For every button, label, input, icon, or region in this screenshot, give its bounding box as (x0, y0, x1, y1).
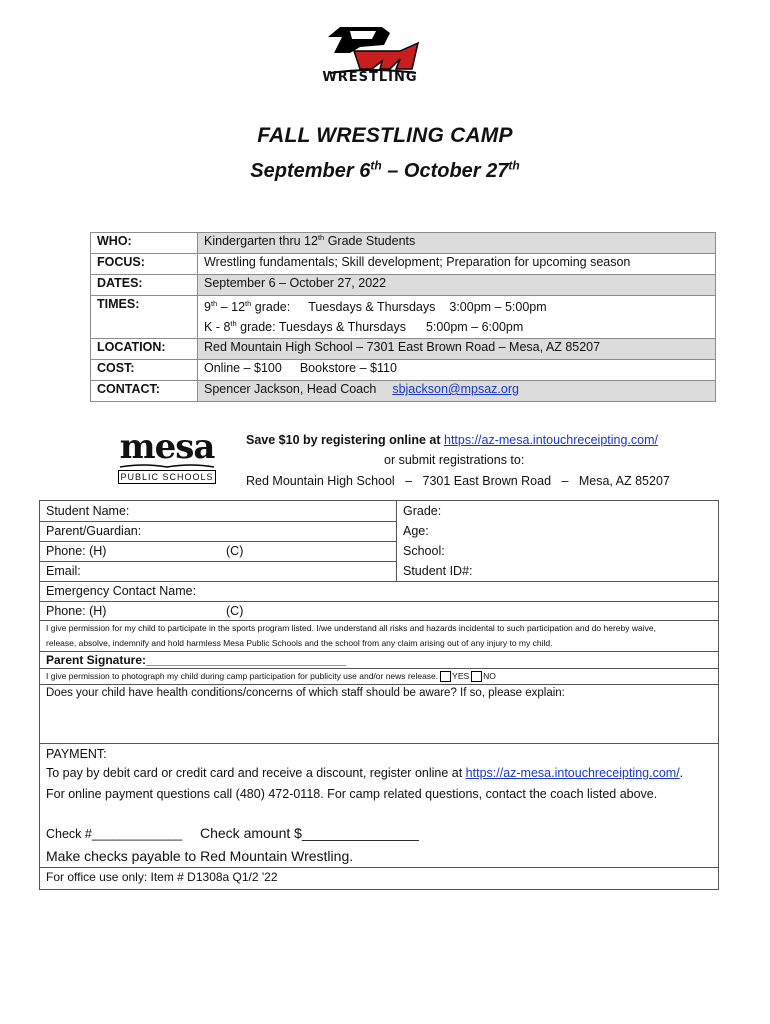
school-field[interactable]: School: (403, 544, 445, 558)
no-checkbox[interactable] (471, 671, 482, 682)
health-question: Does your child have health conditions/concerns of which staff should be aware? If so, please explain: (46, 687, 565, 699)
check-amount-field[interactable]: Check amount $_______________ (200, 825, 419, 841)
permission-text-2: release, absolve, indemnify and hold harmless Mesa Public Schools and the school from any claim arising out of any injury to my child. (46, 638, 553, 648)
contact-email-link[interactable]: sbjackson@mpsaz.org (392, 382, 519, 396)
payment-link[interactable]: https://az-mesa.intouchreceipting.com/ (465, 766, 680, 780)
logo-wordmark: WRESTLING (322, 70, 418, 85)
payment-line-1: To pay by debit card or credit card and receive a discount, register online at https://az-mesa.intouchreceipting.com/. (46, 766, 684, 780)
end-date-sup: th (508, 158, 520, 173)
phone-cell-field[interactable]: (C) (226, 544, 244, 558)
payable-note: Make checks payable to Red Mountain Wrestling. (46, 848, 354, 864)
payment-label: PAYMENT: (46, 747, 107, 761)
parent-signature-line: ______________________________ (146, 653, 347, 667)
no-label: NO (483, 671, 496, 681)
info-row-location (91, 339, 716, 360)
info-row-who (91, 233, 716, 254)
photo-permission (46, 671, 496, 682)
info-row-cost (91, 360, 716, 381)
who-label: WHO: (91, 233, 198, 254)
phone-home-field[interactable]: Phone: (H) (46, 544, 107, 558)
camp-info-table (90, 232, 716, 402)
location-label: LOCATION: (91, 339, 198, 360)
grade-field[interactable]: Grade: (403, 504, 442, 518)
mesa-logo-sub: PUBLIC SCHOOLS (118, 470, 216, 484)
location-value: Red Mountain High School – 7301 East Brown Road – Mesa, AZ 85207 (198, 339, 716, 360)
mesa-public-schools-logo (116, 427, 218, 484)
mesa-logo-word: mesa (119, 427, 215, 467)
book-icon (120, 463, 214, 468)
dates-value: September 6 – October 27, 2022 (198, 275, 716, 296)
yes-checkbox[interactable] (440, 671, 451, 682)
contact-value: Spencer Jackson, Head Coach sbjackson@mpsaz.org (198, 381, 716, 402)
info-row-focus (91, 254, 716, 275)
times-value (198, 296, 716, 339)
email-field[interactable]: Email: (46, 564, 81, 578)
title-text: FALL WRESTLING CAMP (257, 124, 513, 147)
dates-label: DATES: (91, 275, 198, 296)
or-submit-text: or submit registrations to: (384, 453, 525, 467)
start-date: September 6 (250, 160, 371, 182)
times-line-1: 9th – 12th grade: Tuesdays & Thursdays 3:00pm – 5:00pm (204, 298, 547, 314)
camp-dates-heading (0, 160, 770, 183)
emergency-phone-cell-field[interactable]: (C) (226, 604, 244, 618)
info-row-times (91, 296, 716, 339)
save-text: Save $10 by registering online at (246, 433, 444, 447)
photo-permission-text: I give permission to photograph my child during camp participation for publicity use and/or news release. (46, 671, 439, 681)
times-label: TIMES: (91, 296, 198, 339)
health-explanation-area[interactable] (46, 703, 710, 739)
submit-address: Red Mountain High School – 7301 East Brown Road – Mesa, AZ 85207 (246, 474, 670, 488)
info-row-contact (91, 381, 716, 402)
parent-signature-label: Parent Signature: (46, 653, 147, 667)
register-link[interactable]: https://az-mesa.intouchreceipting.com/ (444, 433, 658, 447)
save-notice (246, 433, 658, 447)
payment-line-2: For online payment questions call (480) 472-0118. For camp related questions, contact the coach listed above. (46, 787, 658, 801)
cost-label: COST: (91, 360, 198, 381)
contact-label: CONTACT: (91, 381, 198, 402)
start-date-sup: th (370, 158, 382, 173)
emergency-contact-field[interactable]: Emergency Contact Name: (46, 584, 197, 598)
check-number-field[interactable]: Check #_____________ (46, 827, 183, 841)
page-title (0, 124, 770, 148)
focus-value: Wrestling fundamentals; Skill development; Preparation for upcoming season (198, 254, 716, 275)
cost-value: Online – $100 Bookstore – $110 (198, 360, 716, 381)
who-value: Kindergarten thru 12th Grade Students (198, 233, 716, 254)
focus-label: FOCUS: (91, 254, 198, 275)
student-id-field[interactable]: Student ID#: (403, 564, 473, 578)
parent-signature-field[interactable] (46, 653, 346, 667)
office-use-note: For office use only: Item # D1308a Q1/2 '22 (46, 870, 278, 884)
yes-label: YES (452, 671, 470, 681)
emergency-phone-home-field[interactable]: Phone: (H) (46, 604, 107, 618)
end-date: – October 27 (381, 160, 509, 182)
times-line-2: K - 8th grade: Tuesdays & Thursdays 5:00pm – 6:00pm (204, 318, 524, 334)
info-row-dates (91, 275, 716, 296)
permission-text-1: I give permission for my child to participate in the sports program listed. I/we understand all risks and hazards incidental to such participation and do hereby waive, (46, 623, 656, 633)
age-field[interactable]: Age: (403, 524, 429, 538)
registration-form (39, 500, 719, 890)
student-name-field[interactable]: Student Name: (46, 504, 130, 518)
parent-guardian-field[interactable]: Parent/Guardian: (46, 524, 142, 538)
